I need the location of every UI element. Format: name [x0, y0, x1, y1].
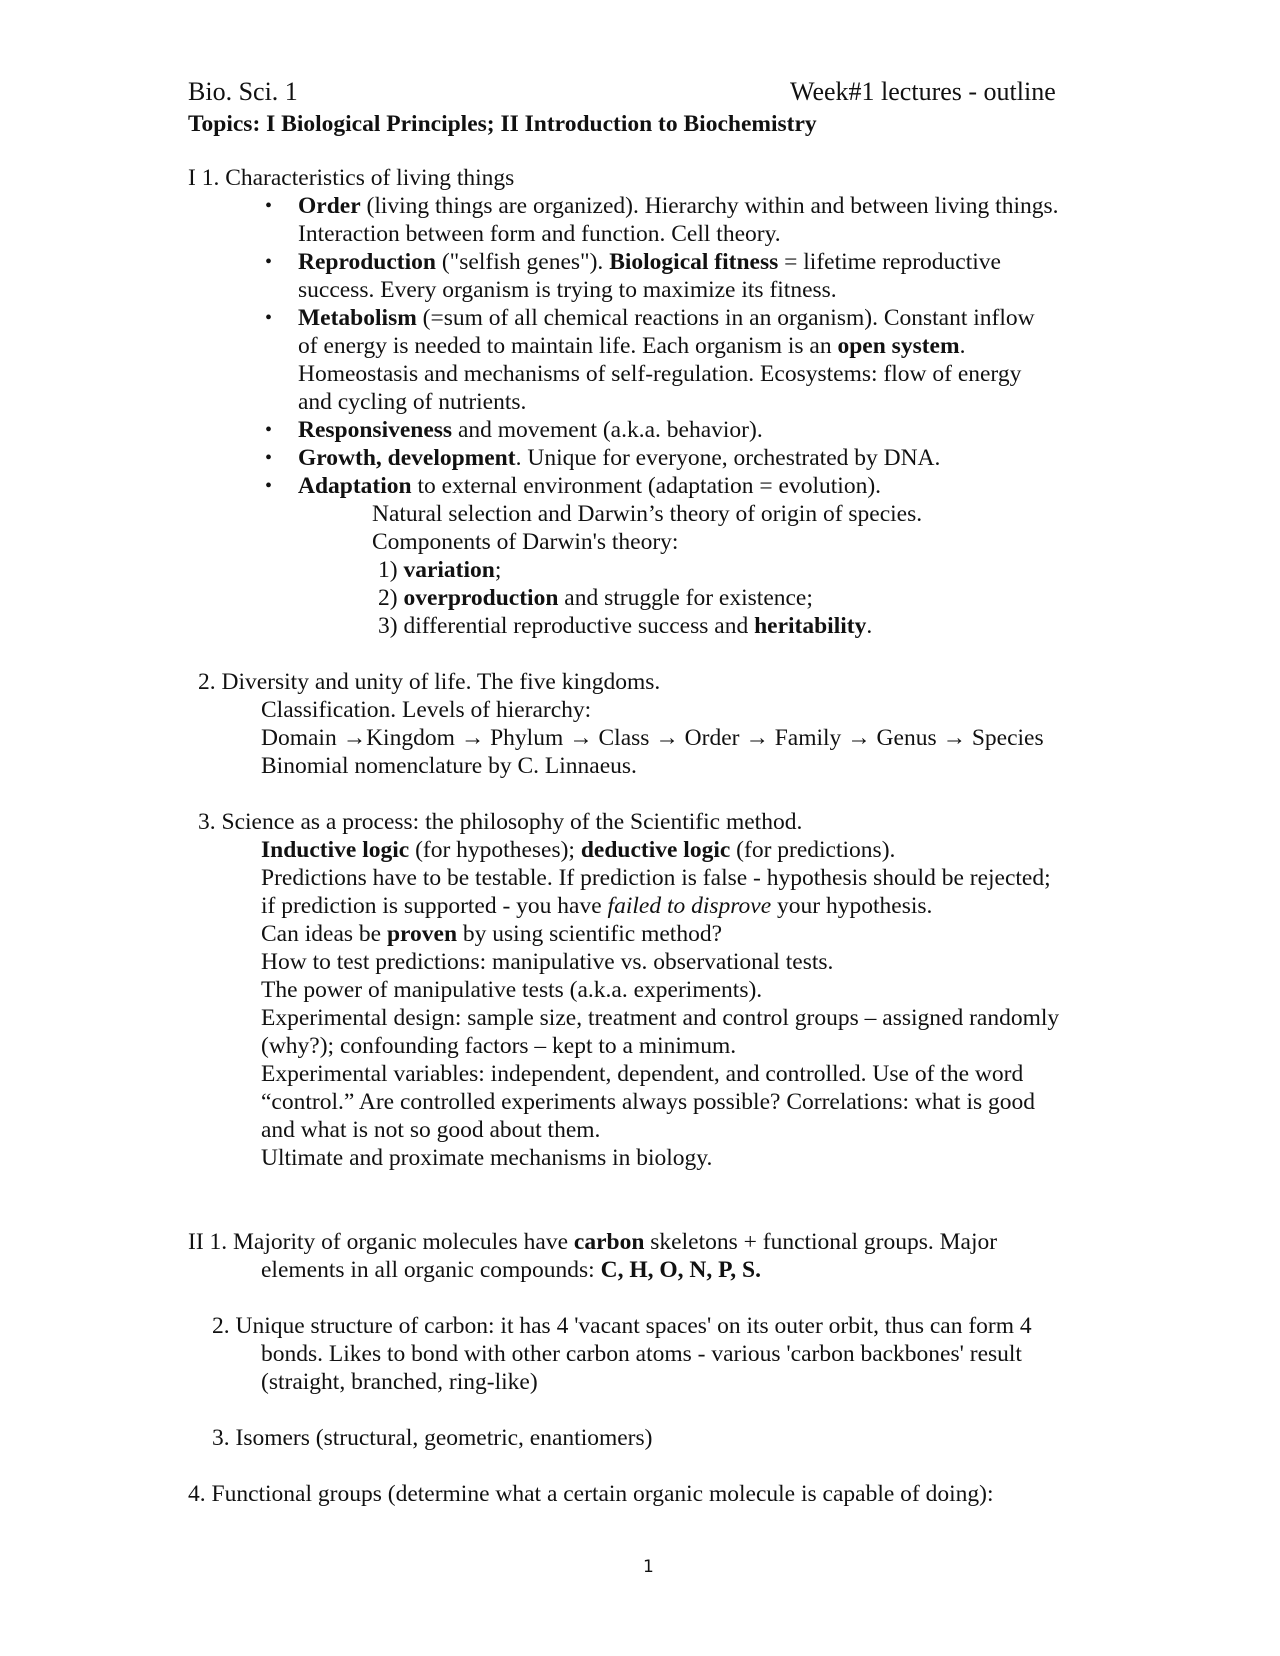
section-3-line: Can ideas be proven by using scientific method?: [261, 921, 723, 947]
bullet-icon: •: [265, 195, 273, 217]
section-3-line: (why?); confounding factors – kept to a minimum.: [261, 1033, 737, 1059]
bullet-icon: •: [265, 475, 273, 497]
part2-item2-cont: (straight, branched, ring-like): [261, 1369, 538, 1395]
bullet-order-cont: Interaction between form and function. Cell theory.: [298, 221, 781, 247]
section-3-line: Predictions have to be testable. If prediction is false - hypothesis should be rejected;: [261, 865, 1051, 891]
topics-heading: Topics: I Biological Principles; II Introduction to Biochemistry: [188, 111, 817, 137]
section-3-line: How to test predictions: manipulative vs. observational tests.: [261, 949, 834, 975]
bullet-metabolism-cont: Homeostasis and mechanisms of self-regulation. Ecosystems: flow of energy: [298, 361, 1022, 387]
bullet-icon: •: [265, 419, 273, 441]
bullet-metabolism-cont: and cycling of nutrients.: [298, 389, 527, 415]
part2-item4: 4. Functional groups (determine what a certain organic molecule is capable of doing):: [188, 1481, 994, 1507]
part2-item2: 2. Unique structure of carbon: it has 4 'vacant spaces' on its outer orbit, thus can form 4: [212, 1313, 1032, 1339]
bullet-reproduction-cont: success. Every organism is trying to maximize its fitness.: [298, 277, 837, 303]
section-2-title: 2. Diversity and unity of life. The five kingdoms.: [198, 669, 661, 695]
section-2-line: Classification. Levels of hierarchy:: [261, 697, 592, 723]
section-3-line: “control.” Are controlled experiments always possible? Correlations: what is good: [261, 1089, 1035, 1115]
week-title: Week#1 lectures - outline: [790, 77, 1056, 106]
part2-item3: 3. Isomers (structural, geometric, enantiomers): [212, 1425, 653, 1451]
section-1-title: I 1. Characteristics of living things: [188, 165, 515, 191]
bullet-icon: •: [265, 251, 273, 273]
darwin-line: Components of Darwin's theory:: [372, 529, 679, 555]
section-3-line: Inductive logic (for hypotheses); deductive logic (for predictions).: [261, 837, 896, 863]
darwin-component: 1) variation;: [378, 557, 502, 583]
part2-item2-cont: bonds. Likes to bond with other carbon atoms - various 'carbon backbones' result: [261, 1341, 1022, 1367]
bullet-metabolism: Metabolism (=sum of all chemical reactions in an organism). Constant inflow: [298, 305, 1035, 331]
section-3-title: 3. Science as a process: the philosophy of the Scientific method.: [198, 809, 803, 835]
section-3-line: The power of manipulative tests (a.k.a. experiments).: [261, 977, 763, 1003]
bullet-metabolism-cont: of energy is needed to maintain life. Each organism is an open system.: [298, 333, 966, 359]
bullet-icon: •: [265, 307, 273, 329]
part2-item1: II 1. Majority of organic molecules have carbon skeletons + functional groups. Major: [188, 1229, 998, 1255]
section-3-line: Experimental design: sample size, treatment and control groups – assigned randomly: [261, 1005, 1060, 1031]
course-title: Bio. Sci. 1: [188, 77, 298, 106]
bullet-icon: •: [265, 447, 273, 469]
darwin-component: 3) differential reproductive success and heritability.: [378, 613, 873, 639]
page-number: 1: [643, 1557, 654, 1577]
hierarchy-line: Domain →Kingdom → Phylum → Class → Order → Family → Genus → Species: [261, 725, 1044, 751]
darwin-line: Natural selection and Darwin’s theory of origin of species.: [372, 501, 923, 527]
section-3-line: Ultimate and proximate mechanisms in biology.: [261, 1145, 713, 1171]
bullet-reproduction: Reproduction ("selfish genes"). Biological fitness = lifetime reproductive: [298, 249, 1001, 275]
bullet-responsiveness: Responsiveness and movement (a.k.a. behavior).: [298, 417, 763, 443]
bullet-order: Order (living things are organized). Hierarchy within and between living things.: [298, 193, 1059, 219]
section-3-line: Experimental variables: independent, dependent, and controlled. Use of the word: [261, 1061, 1024, 1087]
section-3-line: if prediction is supported - you have failed to disprove your hypothesis.: [261, 893, 933, 919]
darwin-component: 2) overproduction and struggle for existence;: [378, 585, 813, 611]
bullet-adaptation: Adaptation to external environment (adaptation = evolution).: [298, 473, 882, 499]
section-2-line: Binomial nomenclature by C. Linnaeus.: [261, 753, 637, 779]
bullet-growth: Growth, development. Unique for everyone, orchestrated by DNA.: [298, 445, 941, 471]
section-3-line: and what is not so good about them.: [261, 1117, 601, 1143]
part2-item1-cont: elements in all organic compounds: C, H, O, N, P, S.: [261, 1257, 761, 1283]
